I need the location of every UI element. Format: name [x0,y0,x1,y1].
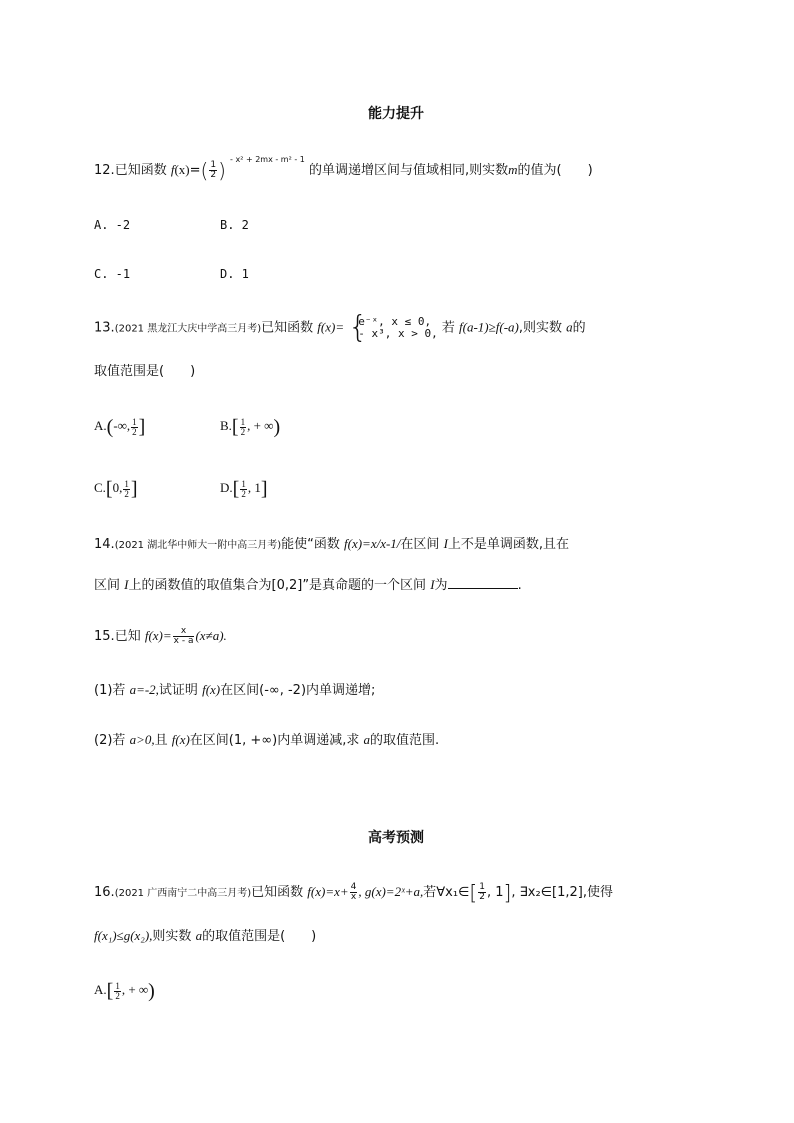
question-12: 12.已知函数 f(x)=( $\frac{1}{2}$ ) $^{- x^2 + 2mx - m^2 - 1}$ 的单调递增区间与值域相同,则实数m的值为( ) [94,155,593,183]
fraction: $\frac{x}{x - a}$ [173,626,194,646]
option-b: B. 2 [220,218,249,232]
question-13-line2: 取值范围是( ) [94,364,196,379]
question-16-line2: f(x₁)≤g(x₂),则实数 a的取值范围是( ) [94,928,317,944]
option-c: C. -1 [94,267,131,281]
option-a: A.(-∞, $\frac{1}{2}$ ] [94,416,146,439]
section-title-ability: 能力提升 [368,106,424,122]
question-15: 15.已知 f(x)= $\frac{x}{x - a}$ (x≠a). [94,626,227,646]
question-14: 14.(2021 湖北华中师大一附中高三月考)能使“函数 f(x)=x/x-1/在区间 I上不是单调函数,且在 [94,536,570,552]
question-15-part2: (2)若 a>0,且 f(x)在区间(1, +∞)内单调递减,求 a的取值范围. [94,732,440,748]
option-a: A.[ $\frac{1}{2}$ , + ∞) [94,980,155,1003]
option-d: D.[ $\frac{1}{2}$ , 1] [220,478,268,501]
option-b: B.[ $\frac{1}{2}$ , + ∞) [220,416,281,439]
piecewise-function: { e⁻ˣ, x ≤ 0, - x³, x > 0, [348,310,438,345]
question-15-part1: (1)若 a=-2,试证明 f(x)在区间(-∞, -2)内单调递增; [94,682,376,698]
option-c: C.[0, $\frac{1}{2}$ ] [94,478,138,501]
question-16: 16.(2021 广西南宁二中高三月考)已知函数 f(x)=x+ $\frac{4}{x}$ , g(x)=2ˣ+a,若∀x₁∈[ $\frac{1}{2}$ , 1], ∃x₂∈[1,2],使得 [94,880,613,905]
option-d: D. 1 [220,267,249,281]
exponent: - x² + 2mx - m² - 1 [230,155,305,164]
question-13: 13.(2021 黑龙江大庆中学高三月考)已知函数 f(x)= { e⁻ˣ, x ≤ 0, - x³, x > 0, 若 f(a-1)≥f(-a),则实数 a的 [94,310,586,345]
question-14-line2: 区间 I上的函数值的取值集合为[0,2]”是真命题的一个区间 I为 . [94,574,522,596]
option-a: A. -2 [94,218,131,232]
fraction: $\frac{1}{2}$ [210,160,217,180]
section-title-forecast: 高考预测 [368,830,424,846]
answer-blank[interactable] [448,574,518,589]
question-number: 12. [94,163,115,178]
